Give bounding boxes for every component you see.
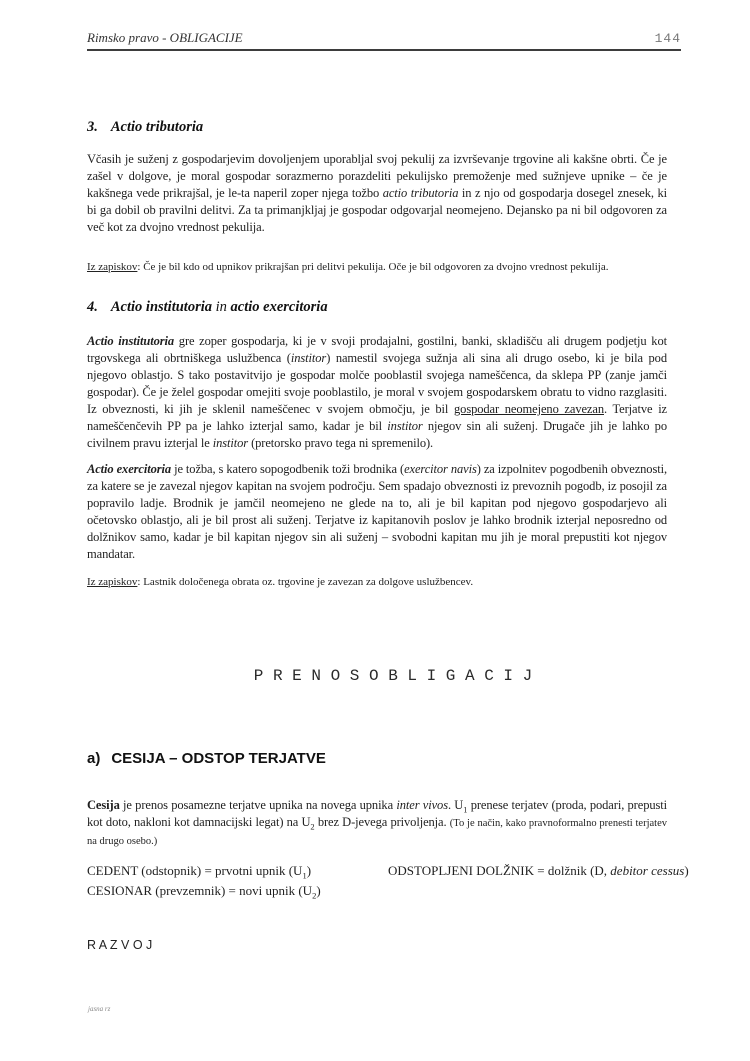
subscript: 1 bbox=[302, 870, 307, 881]
section-3-note bbox=[87, 260, 667, 275]
latin-term: inter vivos bbox=[396, 798, 448, 812]
text-segment: Včasih je suženj z gospodarjevim dovoljenjem uporabljal svoj pekulij za izvrševanje trgovine ali kakšne obrti. Če je zašel v dolgove, je moral gospodar sorazmerno porazdeliti pekulijsko premoženje med sužnjeve upnike – če je kakšnega vede prikrajšal, je le-ta naperil zoper njega tožbo bbox=[87, 152, 667, 200]
latin-term: debitor cessus bbox=[610, 863, 685, 878]
text-segment: je tožba, s katero sopogodbenik toži brodnika ( bbox=[171, 462, 405, 476]
text-segment: (pretorsko pravo tega ni spremenilo). bbox=[248, 436, 434, 450]
prenos-obligacij-heading: P R E N O S O B L I G A C I J bbox=[253, 667, 533, 685]
text-segment: brez D-jevega privoljenja. bbox=[314, 815, 450, 829]
cesija-heading-title: CESIJA – ODSTOP TERJATVE bbox=[111, 750, 326, 767]
definition-odstopljeni-dolznik bbox=[388, 861, 707, 881]
definition-cesionar bbox=[87, 881, 388, 901]
text-segment: . U bbox=[447, 798, 464, 812]
text-segment: ) za izpolnitev pogodbenih obveznosti, za katere se je zavezal njegov kapitan na svojem področju. Sem spadajo obveznosti iz prevoznih pogodb, iz posojil za popravilo ladje. Brodnik je jamčil neomejeno ne glede na to, ali je bil kapitan pod njegovo gospodarjevo ali očetovsko oblastjo, ali je bil prost ali suženj. Terjatve iz kapitanovih poslov je lahko brodnik izterjal neposredno od dolžnikov samo, kadar je bil kapitan njegov sin ali suženj – svobodni kapitan mu jih je moral prepustiti kot njegov mandatar. bbox=[87, 462, 667, 561]
cesija-paragraph bbox=[87, 797, 667, 850]
section-3-number: 3. bbox=[87, 119, 98, 135]
subscript: 2 bbox=[310, 821, 315, 832]
section-4-title-part2: actio exercitoria bbox=[230, 299, 328, 315]
footer-signature: jasna rz bbox=[88, 1005, 111, 1013]
section-4-paragraph-institutoria bbox=[87, 333, 667, 452]
section-3-title: Actio tributoria bbox=[110, 119, 204, 135]
text-segment: . Terjatve iz nameščenčevih PP pa je lahko izterjal samo, kadar je bil bbox=[87, 402, 668, 433]
text-segment: in z njo od gospodarja dosegel znesek, ki bi ga dobil ob pravilni delitvi. Za ta primanjkljaj je gospodar odgovarjal neomejeno. Dejansko pa ni bil odgovoren za več kot za dvojno vrednost pekulija. bbox=[87, 186, 667, 234]
text-segment: je prenos posamezne terjatve upnika na novega upnika bbox=[119, 798, 397, 812]
cesija-heading-label: a) bbox=[87, 750, 101, 767]
lead-term: Cesija bbox=[87, 798, 120, 812]
text-segment: ) bbox=[316, 883, 321, 898]
note-label: Iz zapiskov bbox=[87, 261, 138, 273]
section-4-paragraph-exercitoria bbox=[87, 461, 667, 563]
note-text: : Lastnik določenega obrata oz. trgovine je zavezan za dolgove uslužbencev. bbox=[137, 576, 474, 588]
text-segment: CESIONAR (prevzemnik) = novi upnik (U bbox=[87, 883, 313, 898]
section-3-paragraph bbox=[87, 151, 667, 236]
text-segment: prenese terjatev (proda, podari, prepusti kot doto, nakloni kot damnacijski legat) na U bbox=[87, 798, 668, 829]
latin-term: exercitor navis bbox=[404, 462, 477, 476]
note-text: : Če je bil kdo od upnikov prikrajšan pri delitvi pekulija. Oče je bil odgovoren za dvojno vrednost pekulija. bbox=[137, 261, 609, 273]
cesija-heading bbox=[87, 750, 667, 767]
lead-term: Actio exercitoria bbox=[87, 462, 172, 476]
page-number: 144 bbox=[654, 31, 681, 46]
page-header bbox=[87, 30, 681, 51]
parenthetical-note: (To je način, kako pravnoformalno prenesti terjatev na drugo osebo.) bbox=[87, 818, 667, 847]
text-segment: ) bbox=[684, 863, 689, 878]
latin-term: actio tributoria bbox=[382, 186, 459, 200]
definitions-table bbox=[87, 861, 707, 901]
lead-term: Actio institutoria bbox=[87, 334, 175, 348]
latin-term: institor bbox=[387, 419, 423, 433]
text-segment: ) bbox=[306, 863, 312, 878]
section-4-heading bbox=[87, 299, 667, 316]
latin-term: institor bbox=[290, 351, 327, 365]
section-4-number: 4. bbox=[87, 299, 98, 315]
text-segment: ODSTOPLJENI DOLŽNIK = dolžnik (D, bbox=[388, 863, 611, 878]
header-title: Rimsko pravo - OBLIGACIJE bbox=[87, 30, 243, 45]
underlined-phrase: gospodar neomejeno zavezan bbox=[454, 402, 604, 416]
text-segment: ) namestil svojega sužnja ali sina ali drugo osebo, ki je bila pod njegovo oblastjo. S tako postavitvijo je gospodar molče pooblastil svojega nameščenca, da sklepa PP (zanje jamči gospodar). Če je želel gospodar omejiti svoje pooblastilo, je moral v svojem gospodarskem obratu to vidno razglasiti. Iz obveznosti, ki jih je sklenil nameščenec v svojem območju, je bil bbox=[87, 351, 667, 416]
text-segment: gre zoper gospodarja, ki je v svoji prodajalni, gostilni, banki, skladišču ali drugem podjetju kot trgovskega ali obrtniškega uslužbenca ( bbox=[87, 334, 667, 365]
note-label: Iz zapiskov bbox=[87, 576, 138, 588]
text-segment: njegov sin ali suženj. Drugače jih je lahko po civilnem pravu izterjal le bbox=[87, 419, 667, 450]
subscript: 1 bbox=[463, 804, 468, 815]
section-4-title-conjunction: in bbox=[212, 299, 231, 315]
section-3-heading bbox=[87, 119, 667, 136]
text-segment: CEDENT (odstopnik) = prvotni upnik (U bbox=[87, 863, 303, 878]
subscript: 2 bbox=[312, 890, 317, 901]
latin-term: institor bbox=[212, 436, 249, 450]
razvoj-heading: R A Z V O J bbox=[87, 938, 153, 952]
section-4-title-part1: Actio institutoria bbox=[110, 299, 212, 315]
section-4-note bbox=[87, 575, 667, 590]
definition-cedent bbox=[87, 861, 388, 881]
